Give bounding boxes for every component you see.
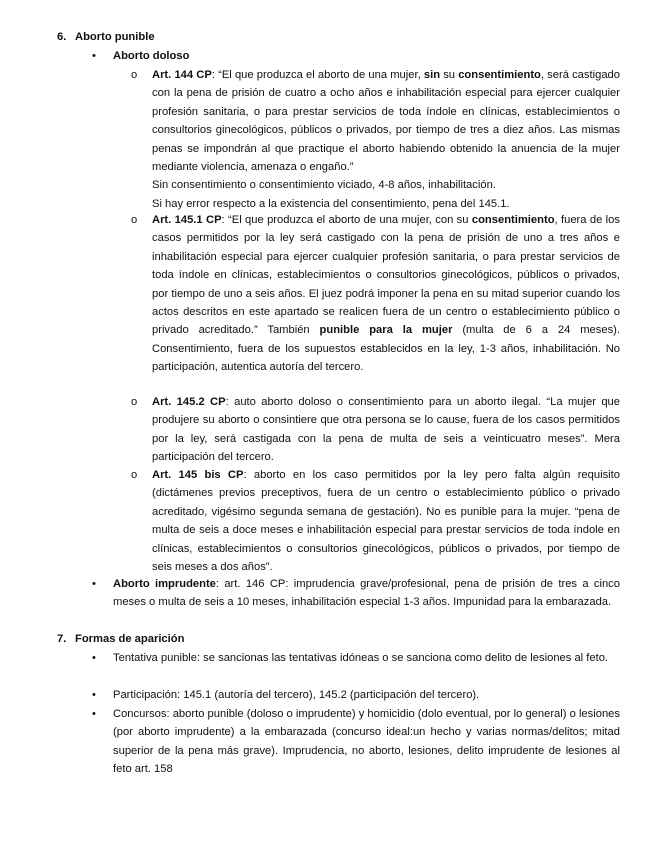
sub-marker: o xyxy=(131,396,138,408)
bold-run: consentimiento xyxy=(458,69,541,81)
imprudente-text xyxy=(113,575,620,612)
doloso-heading: Aborto doloso xyxy=(113,50,190,62)
section-7-title xyxy=(57,630,184,648)
imprudente-bullet-item xyxy=(92,575,620,612)
tentativa-text: Tentativa punible: se sancionas las tentativas idóneas o se sanciona como delito de lesiones al feto. xyxy=(113,652,609,664)
bullet-marker: • xyxy=(92,689,96,701)
art-144-note-1: Sin consentimiento o consentimiento viciado, 4-8 años, inhabilitación. xyxy=(152,179,496,192)
text-run: : auto aborto doloso o consentimiento para un aborto ilegal. “La mujer que produjere su aborto o consintiere que otra persona se lo cause, fuera de los casos permitidos por la ley, será castigada con la pena de multa de seis a veinticuatro meses”. Mera participación del tercero. xyxy=(152,396,621,464)
text-run: su xyxy=(440,69,459,81)
bold-run: sin xyxy=(423,69,441,81)
sub-marker: o xyxy=(131,69,138,81)
text-run: (multa de 6 a 24 meses). Consentimiento, fuera de los supuestos establecidos en la ley, 1-3 años, inhabilitación. No participación, autentica autoría del tercero. xyxy=(152,324,620,374)
art-145-bis-item xyxy=(131,466,620,576)
section-7-label: Formas de aparición xyxy=(75,633,185,645)
text-run: : “El que produzca el aborto de una mujer, xyxy=(211,69,424,81)
bullet-marker: • xyxy=(92,578,96,590)
sub-marker: o xyxy=(131,214,138,226)
text-run: : aborto en los caso permitidos por la ley pero falta algún requisito (dictámenes previos preceptivos, fuera de un centro o establecimiento público o privado acreditado, vigésimo segunda semana de gestación). No es punible para la mujer. “pena de multa de seis a doce meses e inhabilitación especial para prestar servicios de toda índole en clínicas, establecimientos o consultorios ginecológicos, públicos o privados, por tiempo de seis meses a dos años”. xyxy=(152,469,620,574)
section-6-title xyxy=(57,28,155,46)
art-145-1-text xyxy=(152,211,620,377)
participacion-bullet-item xyxy=(92,686,620,704)
text-run: : art. 146 CP: imprudencia grave/profesional, pena de prisión de tres a cinco meses o multa de seis a 10 meses, inhabilitación especial 1-3 años. Impunidad para la embarazada. xyxy=(113,578,620,609)
bullet-marker: • xyxy=(92,652,96,664)
text-run: : “El que produzca el aborto de una mujer, con su xyxy=(221,214,472,226)
art-144-note-2: Si hay error respecto a la existencia del consentimiento, pena del 145.1. xyxy=(152,197,510,210)
bullet-marker: • xyxy=(92,708,96,720)
section-6-number: 6. xyxy=(57,31,67,43)
concursos-bullet-item xyxy=(92,705,620,779)
imprudente-heading: Aborto imprudente xyxy=(113,578,216,590)
art-145-1-item xyxy=(131,211,620,377)
participacion-text: Participación: 145.1 (autoría del tercero), 145.2 (participación del tercero). xyxy=(113,689,480,701)
art-144-text xyxy=(152,66,620,213)
concursos-text: Concursos: aborto punible (doloso o imprudente) y homicidio (dolo eventual, por lo general) o lesiones (por aborto imprudente) a la embarazada (concurso ideal:un hecho y varias normas/delitos; mitad superior de la pena más grave). Imprudencia, no aborto, lesiones, delito imprudente de lesiones al feto art. 158 xyxy=(113,708,620,776)
text-run: , será castigado con la pena de prisión de cuatro a ocho años e inhabilitación especial para ejercer cualquier profesión sanitaria, o para prestar servicios de toda índole en clínicas, establecimientos o consultorios ginecológicos, públicos o privados, por tiempo de tres a diez años. Las mismas penas se impondrán al que practique el aborto habiendo obtenido la anuencia de la mujer mediante violencia, amenaza o engaño.” xyxy=(152,69,620,174)
sub-marker: o xyxy=(131,469,138,481)
bullet-marker: • xyxy=(92,50,96,62)
art-144-label: Art. 144 CP xyxy=(152,69,212,81)
bold-run: punible para la mujer xyxy=(319,324,453,337)
section-6-label: Aborto punible xyxy=(75,31,155,43)
art-145-bis-label: Art. 145 bis CP xyxy=(152,469,244,481)
art-145-bis-text xyxy=(152,466,620,576)
art-144-item xyxy=(131,66,620,213)
doloso-bullet-item xyxy=(92,47,620,65)
art-145-2-item xyxy=(131,393,620,467)
section-7-number: 7. xyxy=(57,633,67,645)
text-run: , fuera de los casos permitidos por la ley será castigado con la pena de prisión de uno a tres años e inhabilitación especial para ejercer cualquier profesión sanitaria, o para prestar servicios de toda índole en clínicas, establecimientos o consultorios ginecológicos, públicos o privados, por tiempo de uno a seis años. El juez podrá imponer la pena en su mitad superior cuando los actos descritos en este apartado se realicen fuera de un centro o establecimiento público o privado acreditado.” También xyxy=(152,214,620,337)
tentativa-bullet-item xyxy=(92,649,620,667)
art-145-1-label: Art. 145.1 CP xyxy=(152,214,222,226)
art-145-2-label: Art. 145.2 CP xyxy=(152,396,226,408)
bold-run: consentimiento xyxy=(471,214,555,226)
art-145-2-text xyxy=(152,393,620,467)
